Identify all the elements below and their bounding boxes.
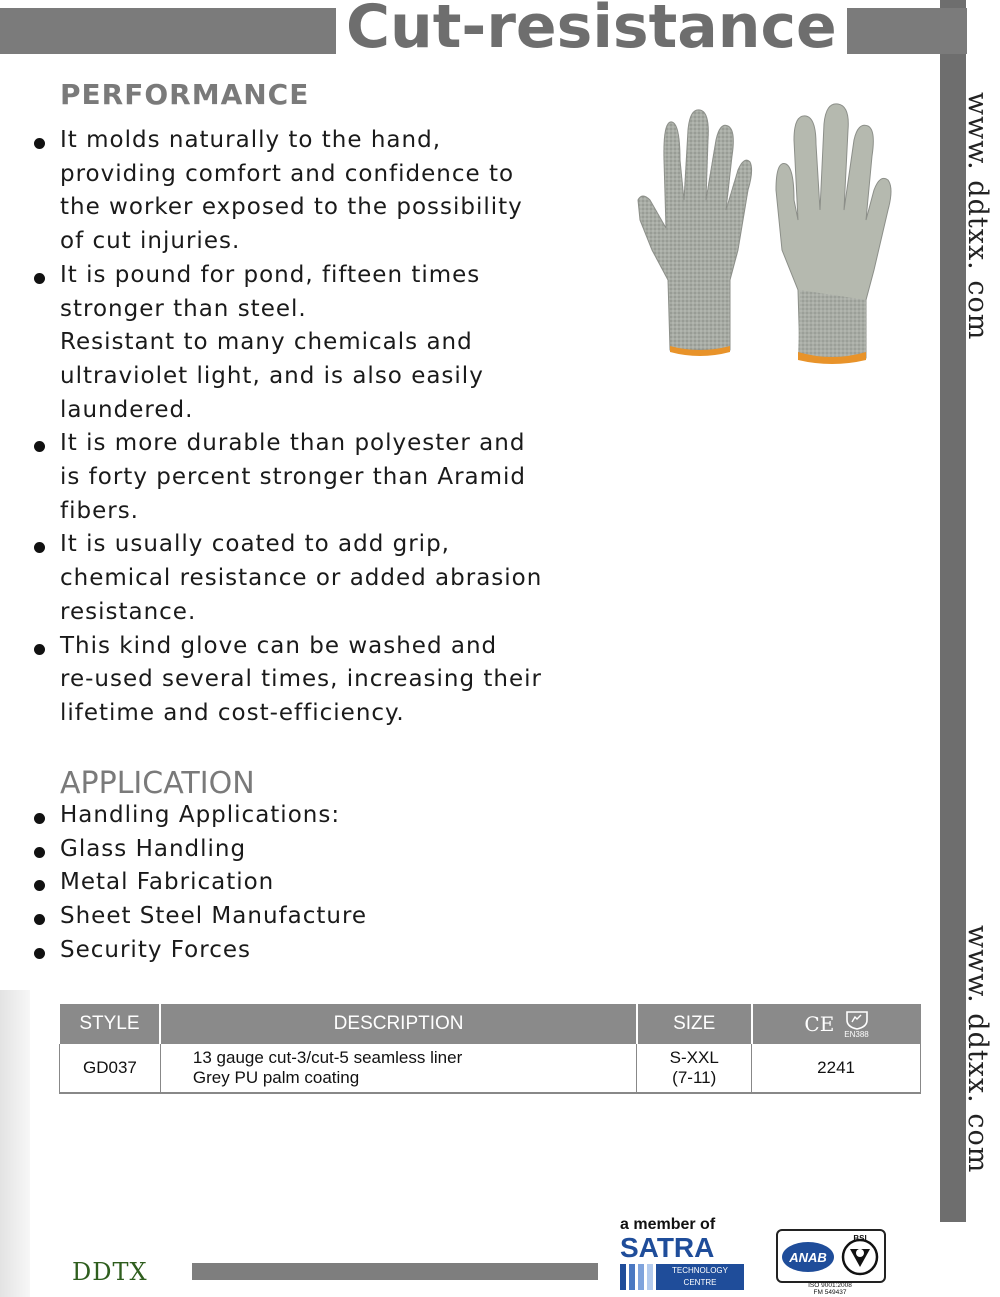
size-line-2: (7-11) — [672, 1068, 717, 1087]
bullet-icon — [34, 914, 45, 925]
spec-table — [59, 1004, 921, 1094]
en388-icon — [844, 1010, 868, 1039]
cell-size — [637, 1044, 752, 1093]
performance-heading: PERFORMANCE — [60, 78, 310, 111]
shield-hand-icon — [845, 1010, 869, 1030]
iso-certification-logo — [776, 1229, 884, 1297]
table-row — [60, 1044, 921, 1093]
anab-text: ANAB — [789, 1250, 827, 1265]
watermark-bottom: www. ddtxx. com — [962, 925, 993, 1174]
list-item: This kind glove can be washed and re-used several times, increasing their lifetime and cost-efficiency. — [0, 630, 560, 731]
bullet-icon — [34, 813, 45, 824]
header-style: STYLE — [60, 1004, 161, 1044]
footer-brand: DDTX — [72, 1258, 148, 1286]
bullet-icon — [34, 948, 45, 959]
bullet-icon — [34, 138, 45, 149]
iso-line-2: FM 549437 — [813, 1289, 847, 1296]
bullet-icon — [34, 273, 45, 284]
list-item: It is usually coated to add grip, chemical resistance or added abrasion resistance. — [0, 528, 560, 629]
header-size: SIZE — [637, 1004, 752, 1044]
ce-mark-icon: CE — [804, 1012, 835, 1036]
iso-text — [776, 1282, 884, 1296]
list-item: Handling Applications: — [0, 799, 560, 833]
header-bar-left — [0, 8, 336, 54]
iso-box — [776, 1229, 886, 1283]
cell-rating: 2241 — [752, 1044, 921, 1093]
satra-sub-line-2: CENTRE — [683, 1278, 717, 1287]
list-item: It is pound for pond, fifteen times stronger than steel. Resistant to many chemicals and ultraviolet light, and is also easily laundered. — [0, 259, 560, 428]
glove-left — [638, 110, 752, 356]
en388-label: EN388 — [844, 1029, 869, 1039]
description-line-1: 13 gauge cut-3/cut-5 seamless liner — [192, 1048, 463, 1067]
bullet-icon — [34, 441, 45, 452]
cert-marks — [804, 1010, 868, 1039]
bullet-icon — [34, 880, 45, 891]
performance-list — [0, 124, 560, 731]
footer-bar — [192, 1263, 598, 1280]
bullet-icon — [34, 847, 45, 858]
bsi-text: BSI — [853, 1234, 867, 1243]
cell-style: GD037 — [60, 1044, 161, 1093]
satra-stripes-icon — [620, 1264, 654, 1290]
header-certification — [752, 1004, 921, 1044]
table-header-row — [60, 1004, 921, 1044]
glove-image — [630, 100, 900, 370]
list-item: Sheet Steel Manufacture — [0, 900, 560, 934]
page-title: Cut-resistance — [346, 0, 837, 62]
list-item: Metal Fabrication — [0, 866, 560, 900]
list-item: It is more durable than polyester and is forty percent stronger than Aramid fibers. — [0, 427, 560, 528]
application-heading: APPLICATION — [60, 766, 255, 801]
bullet-icon — [34, 644, 45, 655]
list-item: It molds naturally to the hand, providing comfort and confidence to the worker exposed to the possibility of cut injuries. — [0, 124, 560, 259]
left-edge-shade — [0, 990, 30, 1297]
header-bar-right — [847, 8, 967, 54]
cell-description — [160, 1044, 636, 1093]
header-description: DESCRIPTION — [160, 1004, 636, 1044]
description-line-2: Grey PU palm coating — [192, 1068, 360, 1087]
glove-right — [776, 104, 891, 364]
anab-bsi-icon — [778, 1231, 884, 1281]
application-list — [0, 799, 560, 968]
member-text: a member of — [620, 1216, 716, 1233]
satra-subtitle — [656, 1264, 744, 1290]
list-item: Glass Handling — [0, 833, 560, 867]
satra-logo — [620, 1216, 745, 1292]
satra-sub-line-1: TECHNOLOGY — [671, 1266, 728, 1275]
size-line-1: S-XXL — [669, 1048, 719, 1067]
list-item: Security Forces — [0, 934, 560, 968]
bullet-icon — [34, 542, 45, 553]
watermark-top: www. ddtxx. com — [962, 92, 993, 341]
iso-line-1: ISO 9001:2008 — [808, 1282, 852, 1289]
satra-word: SATRA — [620, 1232, 715, 1263]
